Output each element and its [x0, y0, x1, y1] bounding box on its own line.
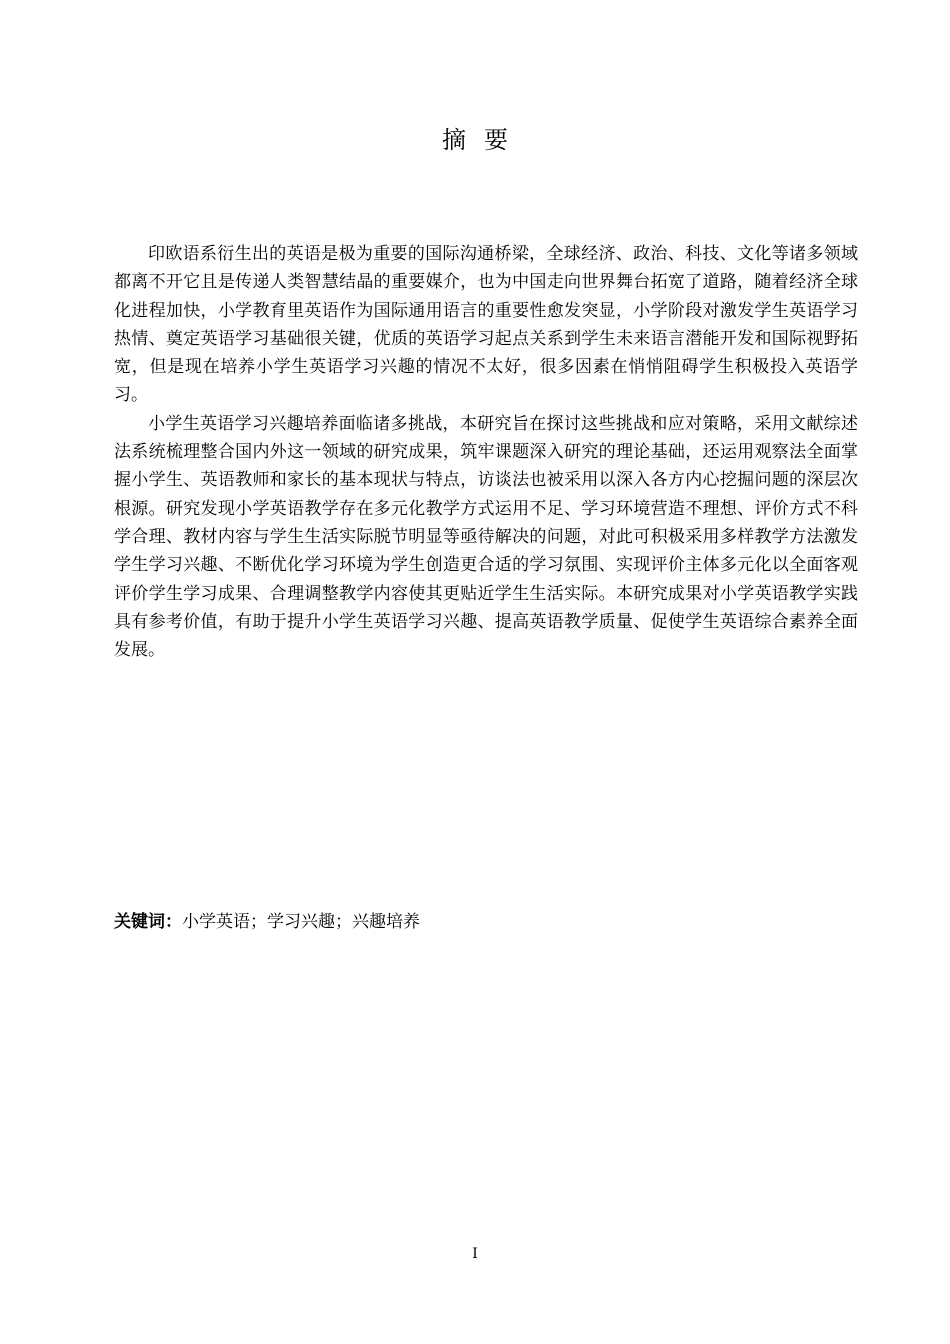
page-number: I — [472, 1246, 478, 1262]
abstract-body — [114, 240, 858, 664]
abstract-paragraph-2: 小学生英语学习兴趣培养面临诸多挑战，本研究旨在探讨这些挑战和应对策略，采用文献综述法系统梳理整合国内外这一领域的研究成果，筑牢课题深入研究的理论基础，还运用观察法全面掌握小学生、英语教师和家长的基本现状与特点，访谈法也被采用以深入各方内心挖掘问题的深层次根源。研究发现小学英语教学存在多元化教学方式运用不足、学习环境营造不理想、评价方式不科学合理、教材内容与学生生活实际脱节明显等亟待解决的问题，对此可积极采用多样教学方法激发学生学习兴趣、不断优化学习环境为学生创造更合适的学习氛围、实现评价主体多元化以全面客观评价学生学习成果、合理调整教学内容使其更贴近学生生活实际。本研究成果对小学英语教学实践具有参考价值，有助于提升小学生英语学习兴趣、提高英语教学质量、促使学生英语综合素养全面发展。 — [114, 413, 858, 661]
keywords-label: 关键词： — [114, 912, 182, 932]
abstract-paragraph-1: 印欧语系衍生出的英语是极为重要的国际沟通桥梁，全球经济、政治、科技、文化等诸多领域都离不开它且是传递人类智慧结晶的重要媒介，也为中国走向世界舞台拓宽了道路，随着经济全球化进程加快，小学教育里英语作为国际通用语言的重要性愈发突显，小学阶段对激发学生英语学习热情、奠定英语学习基础很关键，优质的英语学习起点关系到学生未来语言潜能开发和国际视野拓宽，但是现在培养小学生英语学习兴趣的情况不太好，很多因素在悄悄阻碍学生积极投入英语学习。 — [114, 244, 858, 406]
keywords-list: 小学英语；学习兴趣；兴趣培养 — [182, 912, 420, 932]
keywords-line — [114, 908, 858, 936]
abstract-title: 摘要 — [442, 126, 526, 154]
